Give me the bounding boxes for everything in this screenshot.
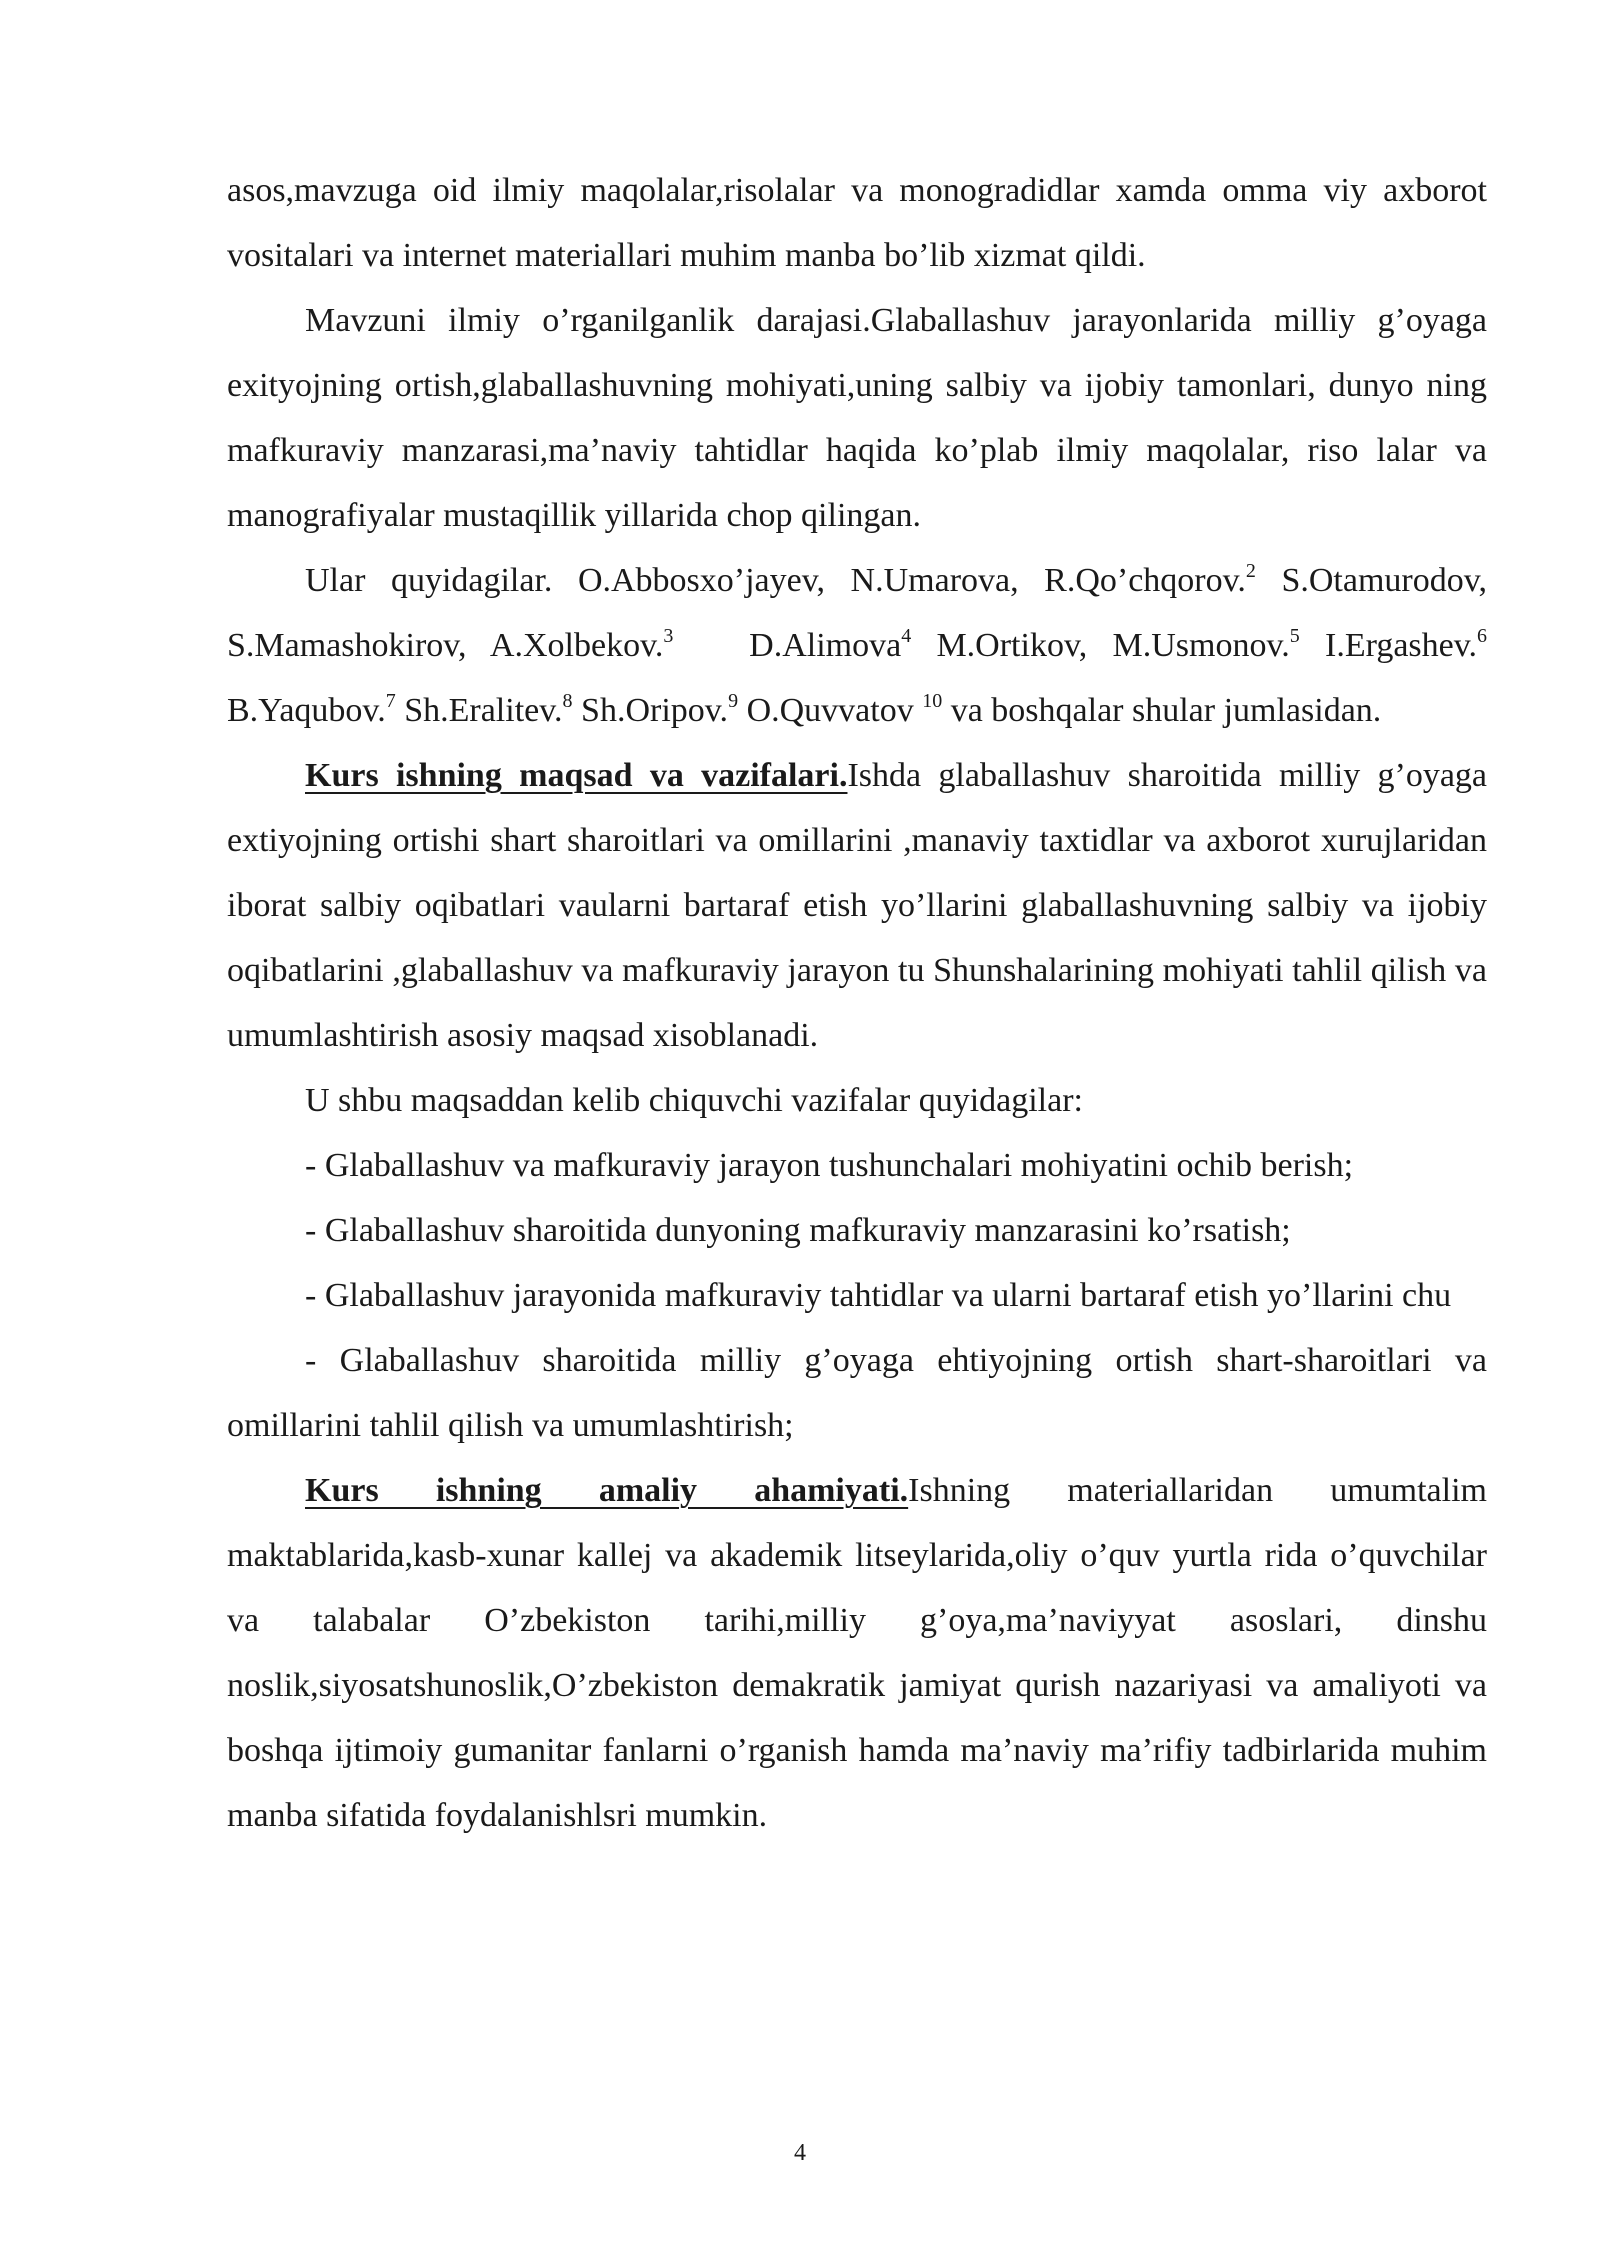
list-item: - Glaballashuv va mafkuraviy jarayon tushunchalari mohiyatini ochib berish; bbox=[305, 1147, 1354, 1184]
authors-intro: Ular quyidagilar. O.Abbosxo’jayev, N.Umarova, R.Qo’chqorov. bbox=[305, 562, 1246, 599]
author-group: Sh.Oripov. bbox=[581, 692, 729, 729]
paragraph-goals bbox=[227, 743, 1487, 1068]
paragraph-sources: asos,mavzuga oid ilmiy maqolalar,risolalar va monogradidlar xamda omma viy axborot vositalari va internet materiallari muhim manba bo’lib xizmat qildi. bbox=[227, 172, 1487, 274]
paragraph-practical bbox=[227, 1458, 1487, 1848]
footnote-ref: 10 bbox=[922, 690, 943, 712]
author-group: O.Quvvatov bbox=[746, 692, 914, 729]
footnote-ref: 4 bbox=[901, 625, 912, 647]
author-group: I.Ergashev. bbox=[1325, 627, 1478, 664]
section-heading-practical: Kurs ishning amaliy ahamiyati. bbox=[305, 1472, 909, 1509]
footnote-ref: 7 bbox=[385, 690, 396, 712]
goals-text: Ishda glaballashuv sharoitida milliy g’oyaga extiyojning ortishi shart sharoitlari va omillarini ,manaviy taxtidlar va axborot xurujlaridan iborat salbiy oqibatlari vaularni bartaraf etish yo’llarini glaballashuvning salbiy va ijobiy oqibatlarini ,glaballashuv va mafkuraviy jarayon tu Shunshalarining mohiyati tahlil qilish va umumlashtirish asosiy maqsad xisoblanadi. bbox=[227, 757, 1488, 1054]
list-item: - Glaballashuv sharoitida dunyoning mafkuraviy manzarasini ko’rsatish; bbox=[305, 1212, 1291, 1249]
tasks-list bbox=[227, 1133, 1487, 1458]
author-group: S.Otamurodov, S.Mamashokirov, A.Xolbekov. bbox=[227, 562, 1487, 664]
practical-text: Ishning materiallaridan umumtalim maktablarida,kasb-xunar kallej va akademik litseylarida,oliy o’quv yurtla rida o’quvchilar va talabalar O’zbekiston tarihi,milliy g’oya,ma’naviyyat asoslari, dinshu noslik,siyosatshunoslik,O’zbekiston demakratik jamiyat qurish nazariyasi va amaliyoti va boshqa ijtimoiy gumanitar fanlarni o’rganish hamda ma’naviy ma’rifiy tadbirlarida muhim manba sifatida foydalanishlsri mumkin. bbox=[227, 1472, 1487, 1834]
footnote-ref: 9 bbox=[728, 690, 739, 712]
author-group: Sh.Eralitev. bbox=[404, 692, 563, 729]
document-body bbox=[227, 158, 1487, 1848]
author-group: D.Alimova bbox=[749, 627, 902, 664]
authors-outro: va boshqalar shular jumlasidan. bbox=[950, 692, 1382, 729]
paragraph-study-level: Mavzuni ilmiy o’rganilganlik darajasi.Glaballashuv jarayonlarida milliy g’oyaga exityojning ortish,glaballashuvning mohiyati,uning salbiy va ijobiy tamonlari, dunyo ning mafkuraviy manzarasi,ma’naviy tahtidlar haqida ko’plab ilmiy maqolalar, riso lalar va manografiyalar mustaqillik yillarida chop qilingan. bbox=[227, 302, 1487, 534]
author-group: M.Ortikov, M.Usmonov. bbox=[936, 627, 1290, 664]
list-item: - Glaballashuv jarayonida mafkuraviy tahtidlar va ularni bartaraf etish yo’llarini chu bbox=[305, 1277, 1452, 1314]
list-item: - Glaballashuv sharoitida milliy g’oyaga ehtiyojning ortish shart-sharoitlari va omillarini tahlil qilish va umumlashtirish; bbox=[227, 1342, 1487, 1444]
page-number: 4 bbox=[794, 2140, 806, 2166]
author-group: B.Yaqubov. bbox=[227, 692, 386, 729]
footnote-ref: 6 bbox=[1477, 625, 1488, 647]
section-heading-goals: Kurs ishning maqsad va vazifalari. bbox=[305, 757, 848, 794]
footnote-ref: 3 bbox=[663, 625, 674, 647]
paragraph-tasks-intro: U shbu maqsaddan kelib chiquvchi vazifalar quyidagilar: bbox=[305, 1082, 1083, 1119]
footnote-ref: 5 bbox=[1289, 625, 1300, 647]
footnote-ref: 8 bbox=[562, 690, 573, 712]
footnote-ref: 2 bbox=[1245, 560, 1256, 582]
paragraph-authors bbox=[227, 548, 1487, 743]
